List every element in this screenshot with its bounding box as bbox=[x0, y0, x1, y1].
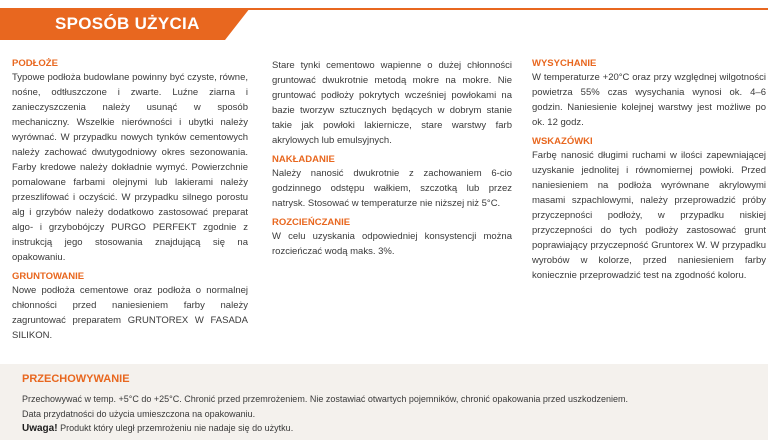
storage-warning bbox=[22, 421, 762, 437]
section-title-wskazowki: WSKAZÓWKI bbox=[532, 136, 593, 147]
storage-panel bbox=[0, 364, 768, 440]
section-body-wysychanie: W temperaturze +20°C oraz przy względnej wilgotności powietrza 55% czas wysychania wynosi ok. 4–6 godzin. Naniesienie kolejnej warstwy jest możliwe po ok. 12 godz. bbox=[532, 72, 766, 128]
section-body-gruntowanie: Nowe podłoża cementowe oraz podłoża o normalnej chłonności przed naniesieniem farby należy zagruntować preparatem GRUNTOREX W FASADA SILIKON. bbox=[12, 285, 248, 341]
section-title-nakladanie: NAKŁADANIE bbox=[272, 154, 335, 165]
section-title-gruntowanie: GRUNTOWANIE bbox=[12, 271, 85, 282]
section-body-podloze: Typowe podłoża budowlane powinny być czyste, równe, nośne, odtłuszczone i zwarte. Luźne ziarna i zanieczyszczenia należy usunąć w sposób mechaniczny. Wszelkie nierówności i ubytki należy wyrównać. W przypadku nowych tynków cementowych należy zachować dwutygodniowy okres sezonowania. Farby kredowe należy dokładnie wymyć. Powierzchnie pomalowane farbami olejnymi lub lakierami należy przeszlifować i oczyścić. W przypadku silnego porostu alg i grzybów należy dodatkowo zastosować preparat algo- i grzybobójczy PURGO PERFEKT zgodnie z instrukcją jego stosowania znajdującą się na opakowaniu. bbox=[12, 72, 248, 263]
column-1 bbox=[12, 58, 248, 349]
section-title-wysychanie: WYSYCHANIE bbox=[532, 58, 597, 69]
section-body-rozcienczanie: W celu uzyskania odpowiedniej konsystencji można rozcieńczać wodą maks. 3%. bbox=[272, 231, 512, 257]
column-3 bbox=[532, 58, 766, 289]
storage-line-2: Data przydatności do użycia umieszczona na opakowaniu. bbox=[22, 408, 256, 419]
section-body-nakladanie: Należy nanosić dwukrotnie z zachowaniem 6-cio godzinnego odstępu wałkiem, szczotką lub przez natrysk. Stosować w temperaturze nie niższej niż 5°C. bbox=[272, 168, 512, 209]
storage-title: PRZECHOWYWANIE bbox=[22, 373, 130, 385]
storage-text bbox=[22, 392, 762, 437]
page-title: SPOSÓB UŻYCIA bbox=[55, 14, 200, 33]
column-2 bbox=[272, 58, 512, 265]
section-body-gruntowanie-cont: Stare tynki cementowo wapienne o dużej chłonności gruntować dwukrotnie metodą mokre na mokre. Nie gruntować podłoży pokrytych wcześniej powłokami na bazie tworzyw sztucznych będących w dobrym stanie takie jak powłoki lakiernicze, stare warstwy farb akrylowych lub emulsyjnych. bbox=[272, 60, 512, 146]
section-body-wskazowki: Farbę nanosić długimi ruchami w ilości zapewniającej uzyskanie jednolitej i równomiernej powłoki. Przed naniesieniem na podłoża wyrównane akrylowymi masami szpachlowymi, należy przeprowadzić próby przyczepności podłoży, w przypadku niskiej przyczepności do tych podłoży zastosować grunt poprawiający przyczepność Gruntorex W. W przypadku wyrobów w kolorze, przed naniesieniem farby koniecznie przeprowadzić test na zgodność koloru. bbox=[532, 150, 766, 281]
section-title-rozcienczanie: ROZCIEŃCZANIE bbox=[272, 217, 351, 228]
section-title-podloze: PODŁOŻE bbox=[12, 58, 58, 69]
warning-text: Produkt który uległ przemrożeniu nie nadaje się do użytku. bbox=[57, 423, 294, 433]
warning-label: Uwaga! bbox=[22, 423, 58, 434]
storage-line-1: Przechowywać w temp. +5°C do +25°C. Chronić przed przemrożeniem. Nie zostawiać otwartych pojemników, chronić opakowania przed uszkodzeniem. bbox=[22, 394, 628, 404]
header-banner bbox=[0, 8, 768, 40]
